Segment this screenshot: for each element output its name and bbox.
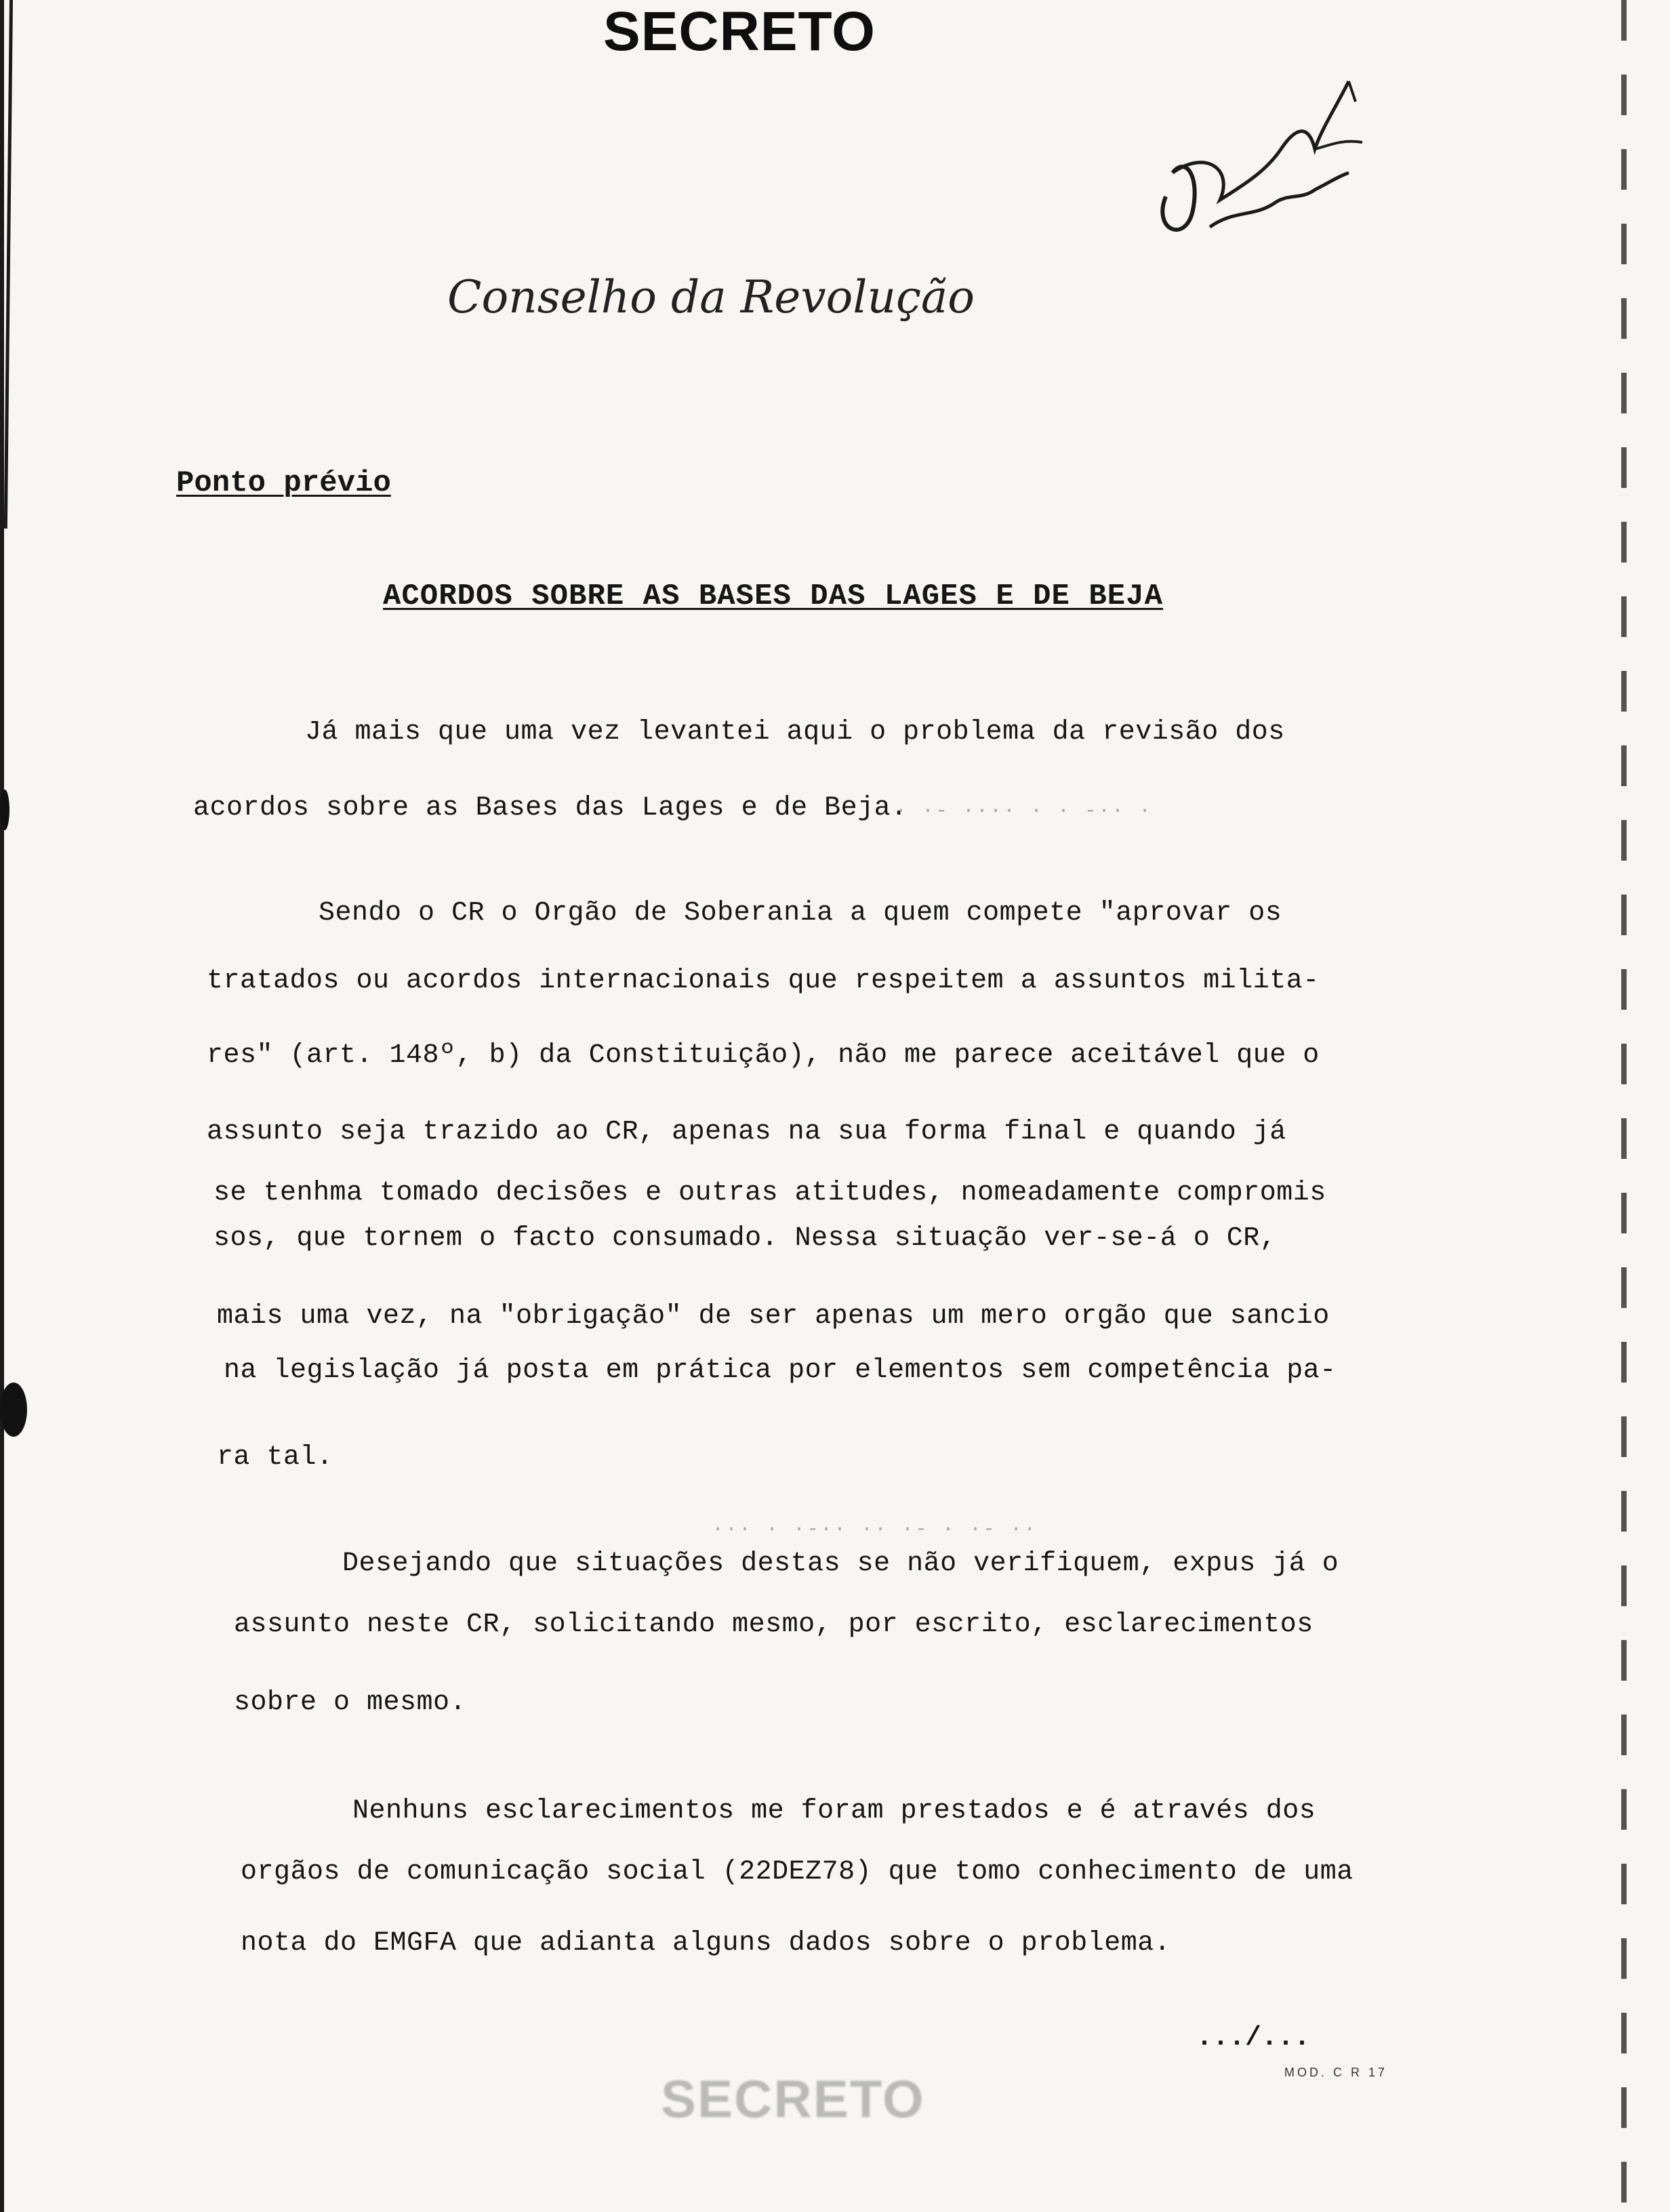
scan-left-edge bbox=[0, 0, 4, 2212]
section-title: ACORDOS SOBRE AS BASES DAS LAGES E DE BEJA bbox=[383, 579, 1163, 613]
continuation-mark: .../... bbox=[1196, 2023, 1311, 2053]
body-line: Sendo o CR o Orgão de Soberania a quem compete "aprovar os bbox=[319, 898, 1282, 928]
classification-stamp-bottom: SECRETO bbox=[661, 2069, 925, 2129]
form-code: MOD. C R 17 bbox=[1284, 2066, 1388, 2079]
body-line: sobre o mesmo. bbox=[234, 1687, 467, 1718]
scan-smudge: · ·- ···· · · -·· · bbox=[895, 800, 1153, 823]
letterhead: Conselho da Revolução bbox=[447, 271, 975, 323]
scan-smudge: ··· · ·-·· ·· ·- · ·- ·· bbox=[712, 1518, 1038, 1541]
body-line: acordos sobre as Bases das Lages e de Beja. bbox=[193, 793, 908, 823]
body-line: na legislação já posta em prática por elementos sem competência pa- bbox=[224, 1355, 1337, 1386]
body-line: assunto neste CR, solicitando mesmo, por escrito, esclarecimentos bbox=[234, 1610, 1313, 1640]
body-line: Desejando que situações destas se não verifiquem, expus já o bbox=[342, 1549, 1339, 1579]
section-label: Ponto prévio bbox=[176, 466, 391, 500]
body-line: sos, que tornem o facto consumado. Nessa situação ver-se-á o CR, bbox=[213, 1223, 1277, 1254]
scan-binding-line bbox=[4, 0, 13, 529]
body-line: tratados ou acordos internacionais que respeitem a assuntos milita- bbox=[207, 966, 1320, 996]
body-line: Já mais que uma vez levantei aqui o problema da revisão dos bbox=[305, 717, 1285, 747]
body-line: orgãos de comunicação social (22DEZ78) que tomo conhecimento de uma bbox=[241, 1857, 1353, 1887]
body-line: se tenhma tomado decisões e outras atitudes, nomeadamente compromis bbox=[213, 1178, 1326, 1208]
punch-hole-upper bbox=[0, 790, 9, 830]
body-line: res" (art. 148º, b) da Constituição), não me parece aceitável que o bbox=[207, 1040, 1320, 1071]
classification-stamp-top: SECRETO bbox=[603, 1, 876, 62]
punch-hole-lower bbox=[0, 1382, 27, 1437]
body-line: nota do EMGFA que adianta alguns dados sobre o problema. bbox=[241, 1928, 1171, 1959]
handwritten-signature bbox=[1145, 54, 1376, 258]
scan-right-edge bbox=[1621, 0, 1627, 2212]
body-line: mais uma vez, na "obrigação" de ser apenas um mero orgão que sancio bbox=[217, 1301, 1330, 1332]
body-line: assunto seja trazido ao CR, apenas na sua forma final e quando já bbox=[207, 1117, 1286, 1147]
body-line: ra tal. bbox=[217, 1442, 333, 1473]
body-line: Nenhuns esclarecimentos me foram prestados e é através dos bbox=[352, 1796, 1316, 1826]
